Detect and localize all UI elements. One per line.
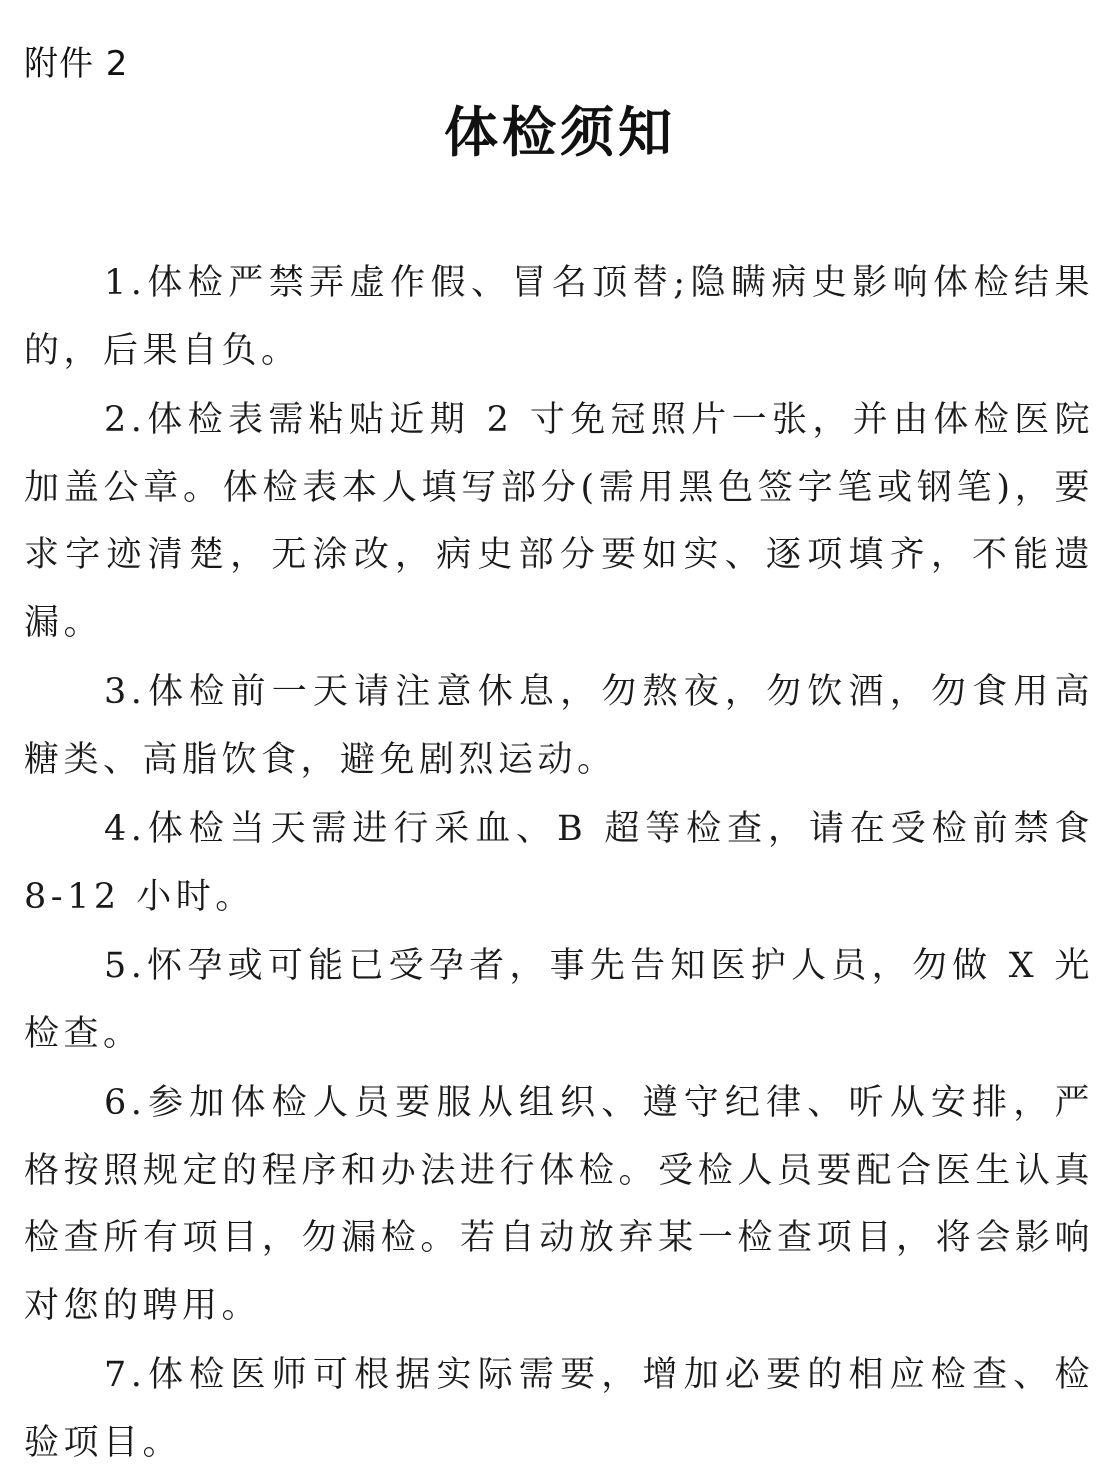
document-title: 体检须知 (444, 100, 676, 164)
notice-list (24, 250, 1094, 1479)
notice-item-4: 4.体检当天需进行采血、B 超等检查，请在受检前禁食 8-12 小时。 (24, 809, 1094, 917)
notice-item-7: 7.体检医师可根据实际需要，增加必要的相应检查、检验项目。 (24, 1355, 1094, 1463)
notice-item-2: 2.体检表需粘贴近期 2 寸免冠照片一张，并由体检医院加盖公章。体检表本人填写部分(需用黑色签字笔或钢笔)，要求字迹清楚，无涂改，病史部分要如实、逐项填齐，不能遗漏。 (24, 400, 1094, 643)
notice-item-6: 6.参加体检人员要服从组织、遵守纪律、听从安排，严格按照规定的程序和办法进行体检。受检人员要配合医生认真检查所有项目，勿漏检。若自动放弃某一检查项目，将会影响对您的聘用。 (24, 1083, 1094, 1326)
notice-item-1: 1.体检严禁弄虚作假、冒名顶替;隐瞒病史影响体检结果的，后果自负。 (24, 263, 1094, 371)
attachment-label: 附件 2 (24, 44, 129, 84)
notice-item-5: 5.怀孕或可能已受孕者，事先告知医护人员，勿做 X 光检查。 (24, 946, 1094, 1054)
notice-item-3: 3.体检前一天请注意休息，勿熬夜，勿饮酒，勿食用高糖类、高脂饮食，避免剧烈运动。 (24, 672, 1094, 780)
